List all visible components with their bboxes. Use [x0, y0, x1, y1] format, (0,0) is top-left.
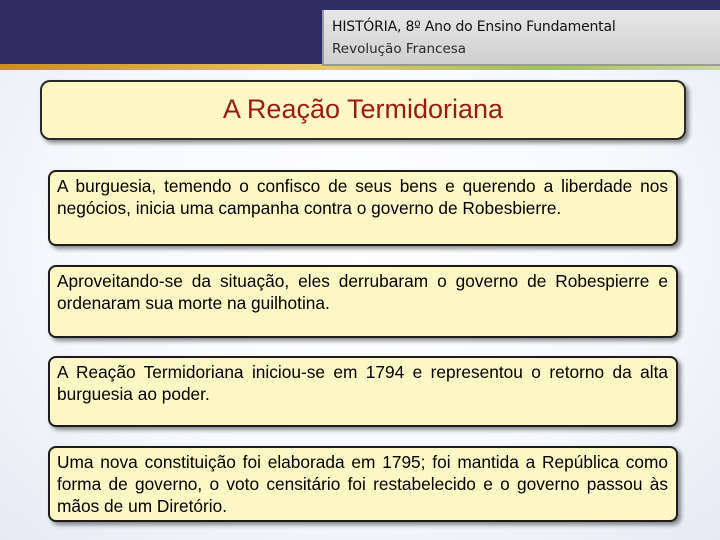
paragraph-text: A Reação Termidoriana iniciou-se em 1794 e representou o retorno da alta burguesia ao poder.: [57, 362, 668, 404]
paragraph-text: Uma nova constituição foi elaborada em 1795; foi mantida a República como forma de governo, o voto censitário foi restabelecido e o governo passou às mãos de um Diretório.: [57, 452, 668, 516]
course-header: [322, 10, 720, 66]
slide-title: A Reação Termidoriana: [222, 93, 504, 124]
text-box: [48, 356, 678, 427]
text-box: [48, 265, 678, 338]
text-box: [48, 446, 678, 522]
text-box: [48, 170, 678, 246]
course-label: HISTÓRIA, 8º Ano do Ensino Fundamental: [332, 19, 616, 35]
topic-label: Revolução Francesa: [332, 41, 467, 57]
paragraph-text: Aproveitando-se da situação, eles derrubaram o governo de Robespierre e ordenaram sua morte na guilhotina.: [57, 271, 668, 313]
paragraph-text: A burguesia, temendo o confisco de seus bens e querendo a liberdade nos negócios, inicia uma campanha contra o governo de Robesbierre.: [57, 176, 668, 218]
slide-title-box: [40, 80, 686, 140]
